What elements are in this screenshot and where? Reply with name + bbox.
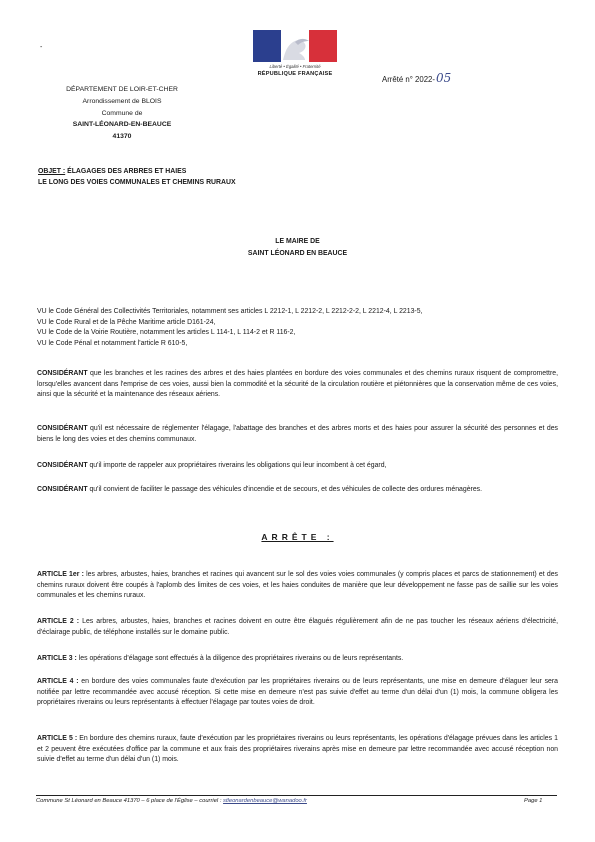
commune-label: Commune de bbox=[101, 109, 143, 117]
article-text: les opérations d'élagage sont effectués à la diligence des propriétaires riverains ou de leurs représentants. bbox=[76, 655, 404, 662]
article-paragraph bbox=[37, 654, 558, 665]
objet-line-1: ÉLAGAGES DES ARBRES ET HAIES bbox=[65, 168, 187, 175]
considerant-label: CONSIDÉRANT bbox=[37, 486, 88, 493]
republic-motto: Liberté • Égalité • Fraternité bbox=[269, 64, 321, 69]
footer-email-link[interactable]: stleonardenbeauce@wanadoo.fr bbox=[223, 798, 307, 804]
article-text: En bordure des chemins ruraux, faute d'exécution par les propriétaires riverains ou leurs représentants, les opérations d'élagage prévues dans les articles 1 et 2 peuvent être exécutées d'office par la commune et aux frais des propriétaires riverains après mise en demeure par lettre recommandée avec accusé réception non suivie d'effet au terme d'un délai d'un (1) mois. bbox=[37, 735, 558, 764]
objet-label: OBJET : bbox=[38, 168, 66, 175]
article-paragraph bbox=[37, 570, 558, 602]
objet-block bbox=[38, 166, 236, 188]
considerant-text: qu'il importe de rappeler aux propriétaires riverains les obligations qui leur incombent à cet égard, bbox=[87, 462, 387, 469]
article-text: les arbres, arbustes, haies, branches et racines qui avancent sur le sol des voies voies communales (y compris places et parcs de stationnement) et des chemins ruraux doivent être coupés à l'aplomb des limites de ces voies, et les haies conduites de manière que leur développement ne fasse pas de saillie sur les voies communales et les chemins ruraux. bbox=[37, 571, 558, 600]
article-text: Les arbres, arbustes, haies, branches et racines doivent en outre être élagués régulièrement afin de ne pas toucher les réseaux aériens d'électricité, d'éclairage public, de téléphone installés sur le domaine public. bbox=[37, 618, 558, 636]
considerant-paragraph bbox=[37, 424, 558, 445]
postal-code: 41370 bbox=[112, 133, 132, 141]
maire-line-1: LE MAIRE DE bbox=[275, 238, 320, 245]
considerant-text: qu'il convient de faciliter le passage des véhicules d'incendie et de secours, et des véhicules de collecte des ordures ménagères. bbox=[87, 486, 483, 493]
considerant-text: que les branches et les racines des arbres et des haies plantées en bordure des voies communales et des chemins ruraux risquent de compromettre, lorsqu'elles avancent dans l'emprise de ces voies, aussi bien la commodité et la sécurité de la circulation routière et piétonnières que la conservation même de ces voies, ainsi que la sécurité et la maintenance des réseaux aériens. bbox=[37, 370, 558, 399]
article-label: ARTICLE 1er : bbox=[37, 571, 84, 578]
article-paragraph bbox=[37, 677, 558, 709]
considerant-paragraph bbox=[37, 369, 558, 401]
article-label: ARTICLE 5 : bbox=[37, 735, 78, 742]
footer-divider bbox=[36, 795, 557, 796]
considerant-label: CONSIDÉRANT bbox=[37, 425, 88, 432]
maire-line-2: SAINT LÉONARD EN BEAUCE bbox=[247, 250, 348, 257]
footer-address-text: Commune St Léonard en Beauce 41370 – 6 place de l'Église – courriel : bbox=[36, 798, 224, 804]
considerant-text: qu'il est nécessaire de réglementer l'élagage, l'abattage des branches et des arbres morts et des haies pour assurer la sécurité des personnes et des biens le long des voies et des chemins communaux. bbox=[37, 425, 558, 443]
republique-francaise-text: RÉPUBLIQUE FRANÇAISE bbox=[257, 71, 333, 77]
department-block bbox=[30, 84, 214, 143]
arrete-title: ARRÊTE : bbox=[261, 532, 334, 542]
maire-heading bbox=[0, 236, 595, 260]
footer-address bbox=[36, 798, 307, 804]
commune-name: SAINT-LÉONARD-EN-BEAUCE bbox=[72, 121, 172, 129]
article-text: en bordure des voies communales faute d'exécution par les propriétaires riverains ou de leurs représentants, une mise en demeure d'élaguer leur sera notifiée par lettre recommandée avec accusé réception. Si cette mise en demeure n'est pas suivie d'effet au terme d'un délai d'un (1) mois, la commune obligera les propriétaires riverains ou leurs représentants à effectuer l'élagage par toutes voies de droit. bbox=[37, 678, 558, 707]
republique-francaise-logo bbox=[253, 30, 337, 82]
page-number: Page 1 bbox=[524, 798, 543, 804]
article-label: ARTICLE 3 : bbox=[37, 655, 77, 662]
arrete-number-handwritten: 05 bbox=[435, 71, 452, 85]
article-paragraph bbox=[37, 617, 558, 638]
considerant-label: CONSIDÉRANT bbox=[37, 462, 88, 469]
margin-mark: - bbox=[40, 44, 43, 51]
considerant-label: CONSIDÉRANT bbox=[37, 370, 88, 377]
vu-item: VU le Code Général des Collectivités Territoriales, notamment ses articles L 2212-1, L 2212-2, L 2212-2-2, L 2212-4, L 2213-5, bbox=[37, 308, 423, 315]
department-name: DÉPARTEMENT DE LOIR-ET-CHER bbox=[66, 86, 178, 93]
vu-item: VU le Code Pénal et notamment l'article R 610-5, bbox=[37, 339, 188, 347]
marianne-flag-icon bbox=[253, 30, 337, 62]
considerant-paragraph bbox=[37, 461, 558, 472]
article-label: ARTICLE 4 : bbox=[37, 678, 79, 685]
vu-list bbox=[37, 307, 558, 349]
article-label: ARTICLE 2 : bbox=[37, 618, 80, 625]
considerant-paragraph bbox=[37, 485, 558, 496]
objet-line-2: LE LONG DES VOIES COMMUNALES ET CHEMINS RURAUX bbox=[38, 179, 236, 186]
vu-item: VU le Code Rural et de la Pêche Maritime article D161-24, bbox=[37, 318, 216, 326]
arrondissement-name: Arrondissement de BLOIS bbox=[82, 97, 162, 105]
arrete-number bbox=[382, 71, 451, 85]
article-paragraph bbox=[37, 734, 558, 766]
vu-item: VU le Code de la Voirie Routière, notamment les articles L 114-1, L 114-2 et R 116-2, bbox=[37, 329, 296, 337]
arrete-number-label: Arrêté n° 2022- bbox=[382, 75, 435, 84]
